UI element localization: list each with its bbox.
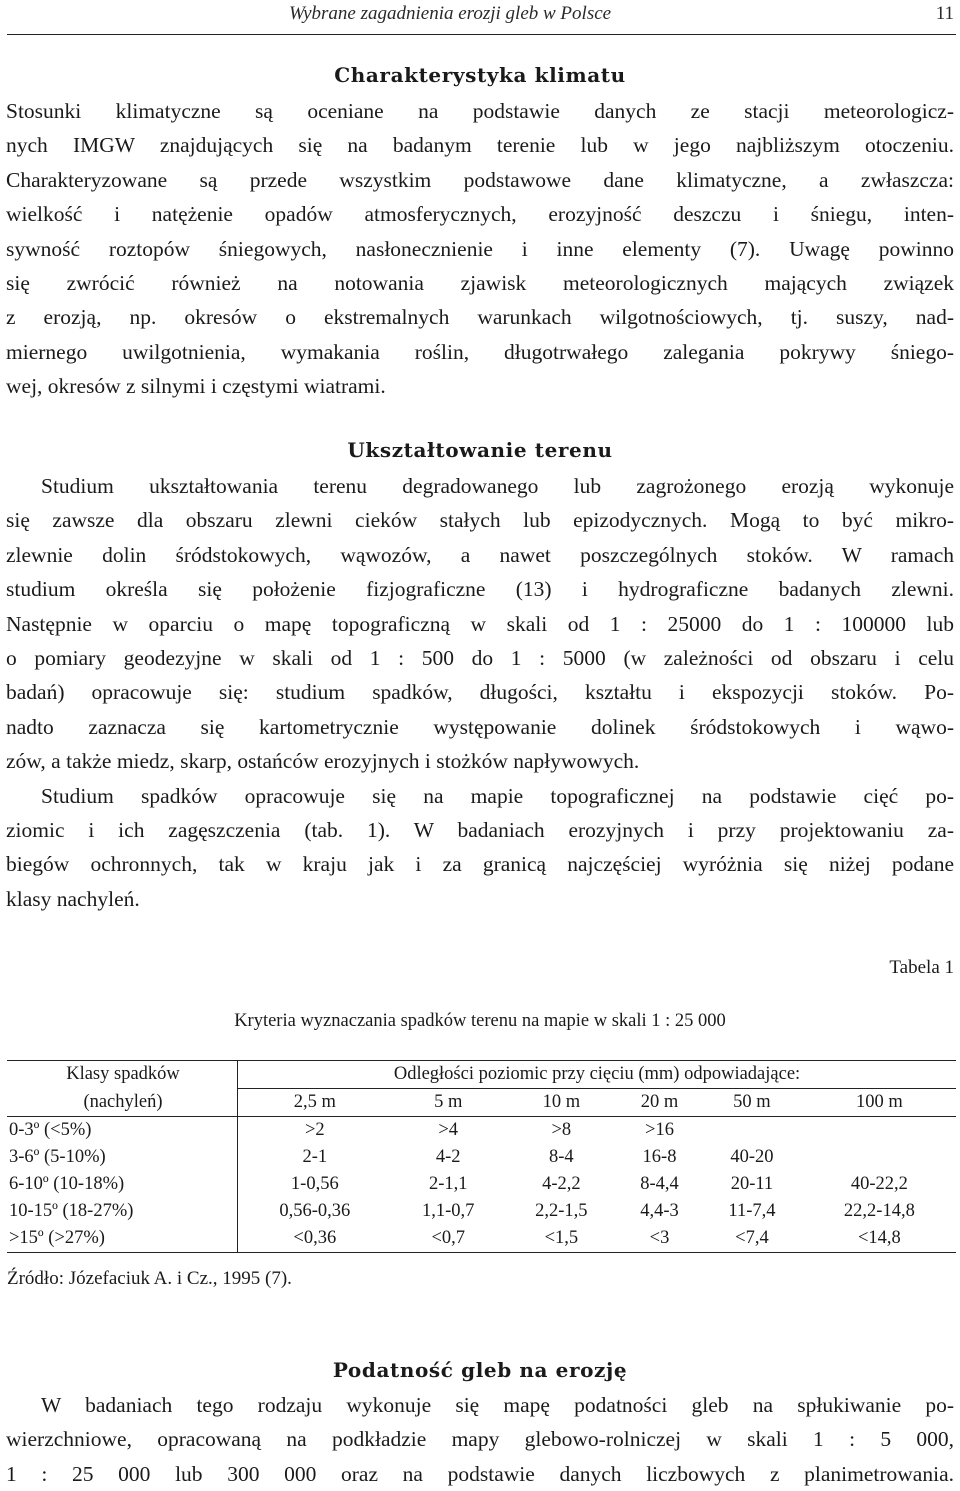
column-header: 5 m [392, 1089, 505, 1117]
table-cell: 40-22,2 [850, 1174, 908, 1194]
table-row [7, 1117, 956, 1145]
text-line: miernego uwilgotnienia, wymakania roślin, długotrwałego zalegania pokrywy śniego- [6, 339, 954, 364]
table-cell: <0,7 [392, 1225, 505, 1253]
table-row [7, 1225, 956, 1253]
paragraph-susceptibility [6, 1388, 954, 1491]
text-line: studium określa się położenie fizjograficzne (13) i hydrograficzne badanych zlewni. [6, 577, 954, 602]
table-cell: 8-4,4 [640, 1174, 679, 1194]
table-cell: 20-11 [730, 1174, 774, 1194]
table-cell: <0,36 [238, 1225, 392, 1253]
text-line: zlewnie dolin śródstokowych, wąwozów, a nawet poszczególnych stoków. W ramach [6, 542, 954, 567]
text-line: sywność roztopów śniegowych, nasłonecznienie i inne elementy (7). Uwagę powinno [6, 236, 954, 261]
section-heading-terrain: Ukształtowanie terenu [347, 438, 613, 462]
table-number: Tabela 1 [889, 957, 954, 978]
text-line: się zawsze dla obszaru zlewni cieków stałych lub epizodycznych. Mogą to być mikro- [6, 508, 954, 533]
text-line: biegów ochronnych, tak w kraju jak i za granicą najczęściej wyróżnia się niżej podane [6, 852, 954, 877]
slope-class-cell: 0-3º (<5%) [7, 1117, 238, 1145]
section-heading-climate: Charakterystyka klimatu [334, 63, 626, 87]
text-line: się zwrócić również na notowania zjawisk meteorologicznych mających związek [6, 271, 954, 296]
text-line: klasy nachyleń. [6, 886, 140, 911]
text-line: o pomiary geodezyjne w skali od 1 : 500 do 1 : 5000 (w zależności od obszaru i celu [6, 646, 954, 671]
table-cell: 4-2 [435, 1147, 461, 1167]
table-cell: 4,4-3 [640, 1201, 679, 1221]
distance-header: Odległości poziomic przy cięciu (mm) odpowiadające: [238, 1061, 957, 1089]
table-cell [803, 1144, 956, 1171]
table-cell: 16-8 [642, 1147, 677, 1167]
text-line: nych IMGW znajdujących się na badanym terenie lub w jego najbliższym otoczeniu. [6, 133, 954, 158]
slope-class-cell: 6-10º (10-18%) [7, 1171, 238, 1198]
table-row [7, 1144, 956, 1171]
paragraph-climate [6, 94, 954, 404]
table-cell: 2-1,1 [428, 1174, 468, 1194]
text-line: zów, a także miedz, skarp, ostańców erozyjnych i stożków napływowych. [6, 749, 640, 774]
table-cell [803, 1117, 956, 1145]
table-cell: 1-0,56 [290, 1174, 339, 1194]
slope-criteria-table [7, 1060, 956, 1253]
text-line: Stosunki klimatyczne są oceniane na podstawie danych ze stacji meteorologicz- [6, 99, 954, 123]
table-cell: 40-20 [730, 1147, 774, 1167]
table-cell: 4-2,2 [542, 1174, 581, 1194]
text-line: Charakteryzowane są przede wszystkim podstawowe dane klimatyczne, a zwłaszcza: [6, 167, 954, 192]
table-row [7, 1198, 956, 1225]
text-line: nadto zaznacza się kartometrycznie występowanie dolinek śródstokowych i wąwo- [6, 714, 954, 739]
table-cell: <1,5 [505, 1225, 618, 1253]
paragraph-terrain [6, 469, 954, 916]
running-title: Wybrane zagadnienia erozji gleb w Polsce [289, 3, 612, 24]
table-cell: 8-4 [549, 1147, 574, 1167]
table-cell [701, 1117, 803, 1145]
slope-class-cell: 10-15º (18-27%) [7, 1198, 238, 1225]
table-cell: <3 [618, 1225, 701, 1253]
column-header: 10 m [505, 1089, 618, 1117]
text-line: z erozją, np. okresów o ekstremalnych warunkach wilgotnościowych, tj. suszy, nad- [6, 305, 954, 330]
running-header [7, 0, 956, 35]
text-line: Następnie w oparciu o mapę topograficzną w skali od 1 : 25000 do 1 : 100000 lub [6, 611, 954, 636]
text-line: ziomic i ich zagęszczenia (tab. 1). W badaniach erozyjnych i przy projektowaniu za- [6, 818, 954, 843]
text-line: Studium ukształtowania terenu degradowanego lub zagrożonego erozją wykonuje [41, 474, 954, 498]
text-line: 1 : 25 000 lub 300 000 oraz na podstawie danych liczbowych z planimetrowania. [6, 1461, 954, 1486]
column-header: 20 m [618, 1089, 701, 1117]
table-cell: >16 [645, 1120, 674, 1140]
class-header: Klasy spadków [7, 1061, 238, 1089]
column-header: 2,5 m [238, 1089, 392, 1117]
slope-class-cell: 3-6º (5-10%) [7, 1144, 238, 1171]
table-cell: <7,4 [701, 1225, 803, 1253]
table-cell: >4 [438, 1120, 459, 1140]
table-cell: 2,2-1,5 [535, 1201, 588, 1221]
text-line: wierzchniowe, opracowaną na podkładzie mapy glebowo-rolniczej w skali 1 : 5 000, [6, 1427, 954, 1452]
table-source-note: Źródło: Józefaciuk A. i Cz., 1995 (7). [7, 1268, 292, 1289]
text-line: wej, okresów z silnymi i częstymi wiatrami. [6, 374, 386, 399]
table-cell: >2 [304, 1120, 325, 1140]
text-line: wielkość i natężenie opadów atmosferycznych, erozyjność deszczu i śniegu, inten- [6, 202, 954, 227]
table-cell: <14,8 [803, 1225, 956, 1253]
table-cell: 0,56-0,36 [279, 1201, 351, 1221]
page-number: 11 [935, 3, 954, 24]
table-caption: Kryteria wyznaczania spadków terenu na mapie w skali 1 : 25 000 [234, 1011, 726, 1031]
slope-class-cell: >15º (>27%) [7, 1225, 238, 1253]
table-cell: >8 [551, 1120, 572, 1140]
class-header-sub: (nachyleń) [7, 1089, 238, 1117]
column-header: 50 m [701, 1089, 803, 1117]
table-cell: 1,1-0,7 [422, 1201, 475, 1221]
text-line: badań) opracowuje się: studium spadków, długości, kształtu i ekspozycji stoków. Po- [6, 680, 954, 705]
table-row [7, 1171, 956, 1198]
table-cell: 2-1 [302, 1147, 328, 1167]
text-line: Studium spadków opracowuje się na mapie topograficznej na podstawie cięć po- [41, 783, 954, 808]
column-header: 100 m [803, 1089, 956, 1117]
text-line: W badaniach tego rodzaju wykonuje się mapę podatności gleb na spłukiwanie po- [41, 1393, 954, 1417]
table-cell: 11-7,4 [728, 1201, 776, 1221]
section-heading-susceptibility: Podatność gleb na erozję [332, 1358, 628, 1382]
table-cell: 22,2-14,8 [843, 1201, 915, 1221]
